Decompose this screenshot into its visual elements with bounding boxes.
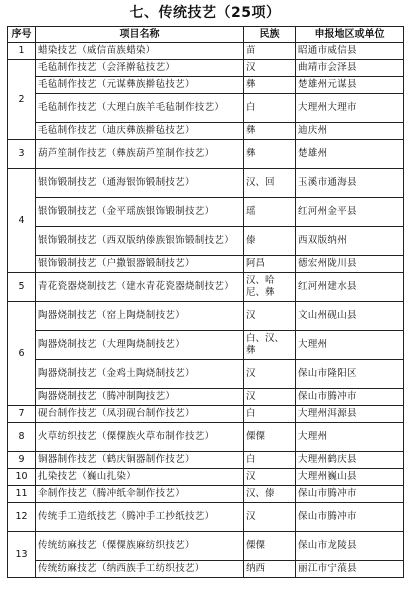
- cell-project-name: 传统手工造纸技艺（腾冲手工抄纸技艺）: [36, 503, 244, 532]
- cell-ethnic: 傈僳: [244, 423, 296, 452]
- cell-region: 德宏州陇川县: [296, 256, 404, 273]
- cell-region: 楚雄州: [296, 140, 404, 169]
- table-row: [8, 77, 404, 94]
- cell-region: 迪庆州: [296, 123, 404, 140]
- cell-number: 3: [8, 140, 36, 169]
- cell-ethnic: 阿昌: [244, 256, 296, 273]
- cell-ethnic: 瑶: [244, 198, 296, 227]
- cell-project-name: 扎染技艺（巍山扎染）: [36, 469, 244, 486]
- table-row: [8, 94, 404, 123]
- cell-ethnic: 汉: [244, 60, 296, 77]
- cell-region: 楚雄州元谋县: [296, 77, 404, 94]
- cell-project-name: 传统纺麻技艺（纳西族手工纺织技艺）: [36, 561, 244, 578]
- table-row: [8, 503, 404, 532]
- cell-region: 红河州金平县: [296, 198, 404, 227]
- page-title: 七、传统技艺（25项）: [129, 5, 281, 21]
- cell-region: 西双版纳州: [296, 227, 404, 256]
- cell-project-name: 青花瓷器烧制技艺（建水青花瓷器烧制技艺）: [36, 273, 244, 302]
- table-row: [8, 469, 404, 486]
- cell-region: 文山州砚山县: [296, 302, 404, 331]
- cell-project-name: 银饰锻制技艺（户撒银器锻制技艺）: [36, 256, 244, 273]
- cell-project-name: 银饰锻制技艺（西双版纳傣族银饰锻制技艺）: [36, 227, 244, 256]
- cell-ethnic: 彝: [244, 123, 296, 140]
- cell-ethnic: 汉: [244, 469, 296, 486]
- cell-ethnic: 汉: [244, 389, 296, 406]
- table-row: [8, 227, 404, 256]
- cell-project-name: 伞制作技艺（腾冲纸伞制作技艺）: [36, 486, 244, 503]
- cell-region: 大理州: [296, 423, 404, 452]
- cell-number: 12: [8, 503, 36, 532]
- table-row: [8, 302, 404, 331]
- cell-ethnic: 汉: [244, 503, 296, 532]
- cell-project-name: 毛毡制作技艺（会泽擀毡技艺）: [36, 60, 244, 77]
- table-row: [8, 123, 404, 140]
- cell-region: 大理州鹤庆县: [296, 452, 404, 469]
- cell-ethnic: 白、汉、彝: [244, 331, 296, 360]
- cell-project-name: 陶器烧制技艺（腾冲制陶技艺）: [36, 389, 244, 406]
- cell-region: 曲靖市会泽县: [296, 60, 404, 77]
- cell-project-name: 毛毡制作技艺（迪庆彝族擀毡技艺）: [36, 123, 244, 140]
- cell-ethnic: 汉、哈尼、彝: [244, 273, 296, 302]
- cell-number: 10: [8, 469, 36, 486]
- cell-region: 保山市腾冲市: [296, 486, 404, 503]
- cell-region: 红河州建水县: [296, 273, 404, 302]
- header-number: 序号: [8, 27, 36, 43]
- cell-ethnic: 纳西: [244, 561, 296, 578]
- table-row: [8, 140, 404, 169]
- cell-region: 大理州洱源县: [296, 406, 404, 423]
- cell-project-name: 毛毡制作技艺（元谋彝族擀毡技艺）: [36, 77, 244, 94]
- cell-region: 丽江市宁蒗县: [296, 561, 404, 578]
- header-project-name: 项目名称: [36, 27, 244, 43]
- cell-number: 4: [8, 169, 36, 273]
- cell-number: 11: [8, 486, 36, 503]
- cell-project-name: 银饰锻制技艺（通海银饰锻制技艺）: [36, 169, 244, 198]
- table-row: [8, 43, 404, 60]
- table-row: [8, 273, 404, 302]
- cell-ethnic: 白: [244, 94, 296, 123]
- cell-ethnic: 傣: [244, 227, 296, 256]
- cell-ethnic: 彝: [244, 77, 296, 94]
- cell-project-name: 铜器制作技艺（鹤庆铜器制作技艺）: [36, 452, 244, 469]
- cell-project-name: 蜡染技艺（威信苗族蜡染）: [36, 43, 244, 60]
- cell-project-name: 毛毡制作技艺（大理白族羊毛毡制作技艺）: [36, 94, 244, 123]
- table-row: [8, 452, 404, 469]
- cell-region: 大理州: [296, 331, 404, 360]
- cell-ethnic: 汉、傣: [244, 486, 296, 503]
- cell-number: 9: [8, 452, 36, 469]
- table-row: [8, 423, 404, 452]
- cell-region: 大理州巍山县: [296, 469, 404, 486]
- cell-ethnic: 苗: [244, 43, 296, 60]
- cell-project-name: 葫芦笙制作技艺（彝族葫芦笙制作技艺）: [36, 140, 244, 169]
- heritage-table: [7, 26, 404, 578]
- table-row: [8, 486, 404, 503]
- table-row: [8, 532, 404, 561]
- cell-number: 6: [8, 302, 36, 406]
- cell-region: 大理州大理市: [296, 94, 404, 123]
- cell-region: 保山市隆阳区: [296, 360, 404, 389]
- cell-number: 5: [8, 273, 36, 302]
- cell-project-name: 陶器烧制技艺（大理陶烧制技艺）: [36, 331, 244, 360]
- cell-number: 1: [8, 43, 36, 60]
- cell-project-name: 陶器烧制技艺（金鸡土陶烧制技艺）: [36, 360, 244, 389]
- table-row: [8, 360, 404, 389]
- header-ethnic: 民族: [244, 27, 296, 43]
- table-row: [8, 331, 404, 360]
- table-row: [8, 169, 404, 198]
- table-row: [8, 256, 404, 273]
- header-region: 申报地区或单位: [296, 27, 404, 43]
- cell-ethnic: 汉、回: [244, 169, 296, 198]
- cell-region: 昭通市威信县: [296, 43, 404, 60]
- cell-number: 2: [8, 60, 36, 140]
- cell-ethnic: 彝: [244, 140, 296, 169]
- cell-ethnic: 白: [244, 452, 296, 469]
- cell-project-name: 陶器烧制技艺（窑上陶烧制技艺）: [36, 302, 244, 331]
- cell-number: 8: [8, 423, 36, 452]
- cell-ethnic: 汉: [244, 360, 296, 389]
- cell-number: 13: [8, 532, 36, 578]
- cell-project-name: 传统纺麻技艺（傈僳族麻纺织技艺）: [36, 532, 244, 561]
- cell-ethnic: 白: [244, 406, 296, 423]
- cell-project-name: 银饰锻制技艺（金平瑶族银饰锻制技艺）: [36, 198, 244, 227]
- cell-project-name: 砚台制作技艺（凤羽砚台制作技艺）: [36, 406, 244, 423]
- table-row: [8, 60, 404, 77]
- table-row: [8, 389, 404, 406]
- cell-region: 保山市腾冲市: [296, 389, 404, 406]
- table-body: [8, 43, 404, 578]
- cell-number: 7: [8, 406, 36, 423]
- table-row: [8, 561, 404, 578]
- cell-ethnic: 汉: [244, 302, 296, 331]
- table-row: [8, 406, 404, 423]
- cell-region: 保山市龙陵县: [296, 532, 404, 561]
- cell-region: 保山市腾冲市: [296, 503, 404, 532]
- table-row: [8, 198, 404, 227]
- cell-ethnic: 傈僳: [244, 532, 296, 561]
- header-row: [8, 27, 404, 43]
- cell-project-name: 火草纺织技艺（傈僳族火草布制作技艺）: [36, 423, 244, 452]
- cell-region: 玉溪市通海县: [296, 169, 404, 198]
